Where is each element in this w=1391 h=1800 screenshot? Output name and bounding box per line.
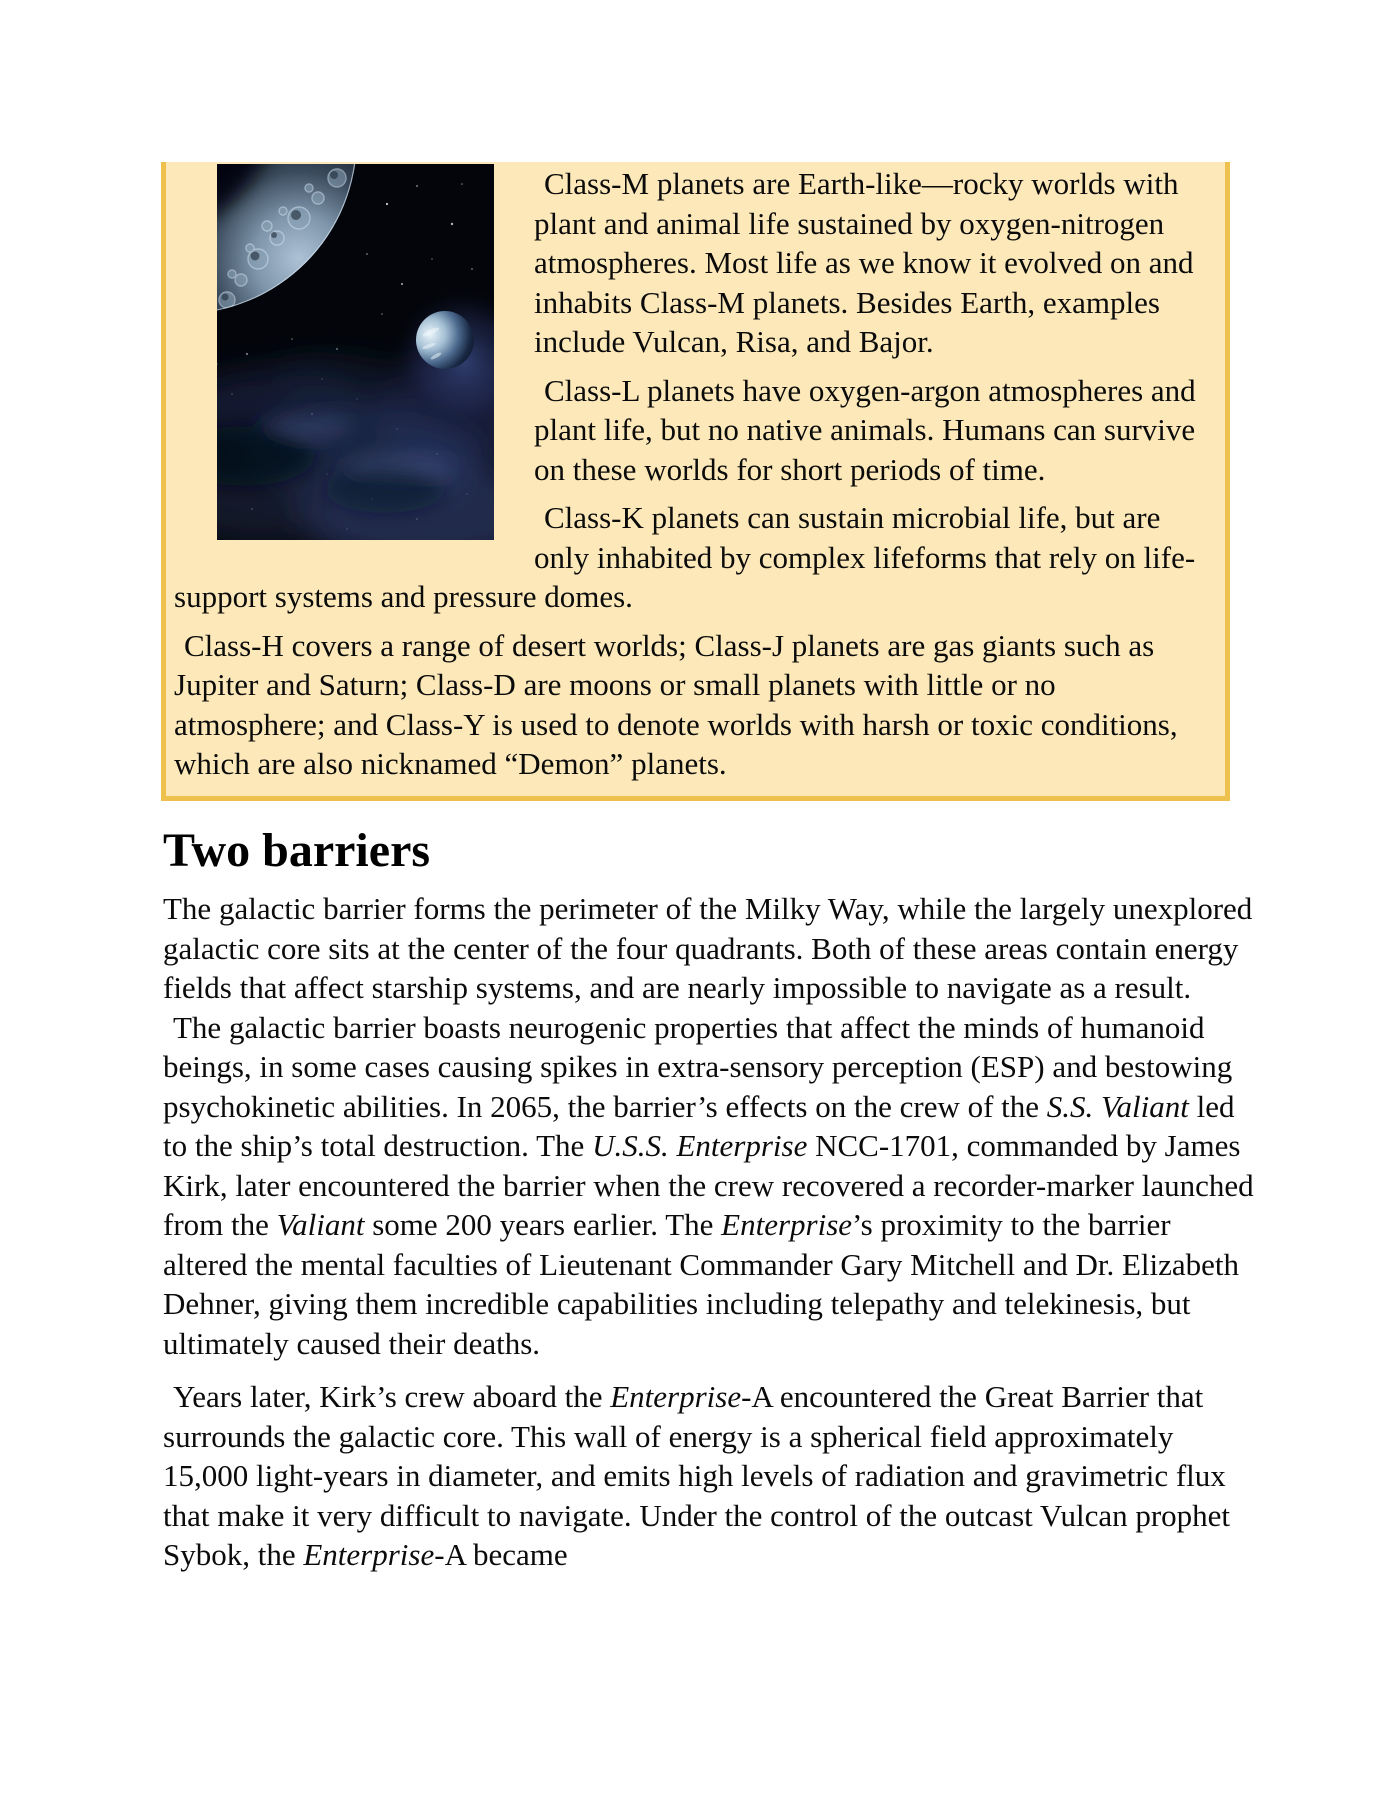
body-paragraph-neurogenic: The galactic barrier boasts neurogenic properties that affect the minds of humanoid beings, in some cases causing spikes in extra-sensory perception (ESP) and bestowing psychokinetic abilities. In 2065, the barrier’s effects on the crew of the S.S. Valiant led to the ship’s total destruction. The U.S.S. Enterprise NCC-1701, commanded by James Kirk, later encountered the barrier when the crew recovered a recorder-marker launched from the Valiant some 200 years earlier. The Enterprise’s proximity to the barrier altered the mental faculties of Lieutenant Commander Gary Mitchell and Dr. Elizabeth Dehner, giving them incredible capabilities including telepathy and telekinesis, but ultimately caused their deaths. [163, 1009, 1254, 1361]
section-heading: Two barriers [163, 823, 431, 877]
planets-photo [217, 164, 494, 540]
infobox-paragraph-class-m: Class-M planets are Earth-like—rocky worlds with plant and animal life sustained by oxygen-nitrogen atmospheres. Most life as we know it evolved on and inhabits Class-M planets. Besides Earth, examples include Vulcan, Risa, and Bajor. [534, 166, 1194, 359]
planets-photo-svg [217, 164, 494, 540]
page-content [161, 162, 1256, 1575]
body-paragraph-galactic-barrier: The galactic barrier forms the perimeter of the Milky Way, while the largely unexplored galactic core sits at the center of the four quadrants. Both of these areas contain energy fields that affect starship systems, and are nearly impossible to navigate as a result. [163, 891, 1253, 1006]
infobox-paragraph-class-k: Class-K planets can sustain microbial life, but are only inhabited by complex lifeforms that rely on life-support systems and pressure domes. [174, 500, 1196, 614]
body-paragraph-great-barrier: Years later, Kirk’s crew aboard the Enterprise-A encountered the Great Barrier that surrounds the galactic core. This wall of energy is a spherical field approximately 15,000 light-years in diameter, and emits high levels of radiation and gravimetric flux that make it very difficult to navigate. Under the control of the outcast Vulcan prophet Sybok, the Enterprise-A became [163, 1379, 1231, 1573]
infobox-paragraph-class-l: Class-L planets have oxygen-argon atmospheres and plant life, but no native animals. Humans can survive on these worlds for short periods of time. [534, 372, 1196, 487]
planet-classification-infobox [161, 162, 1230, 801]
infobox-paragraph-other-classes: Class-H covers a range of desert worlds; Class-J planets are gas giants such as Jupiter and Saturn; Class-D are moons or small planets with little or no atmosphere; and Class-Y is used to denote worlds with harsh or toxic conditions, which are also nicknamed “Demon” planets. [174, 627, 1178, 781]
